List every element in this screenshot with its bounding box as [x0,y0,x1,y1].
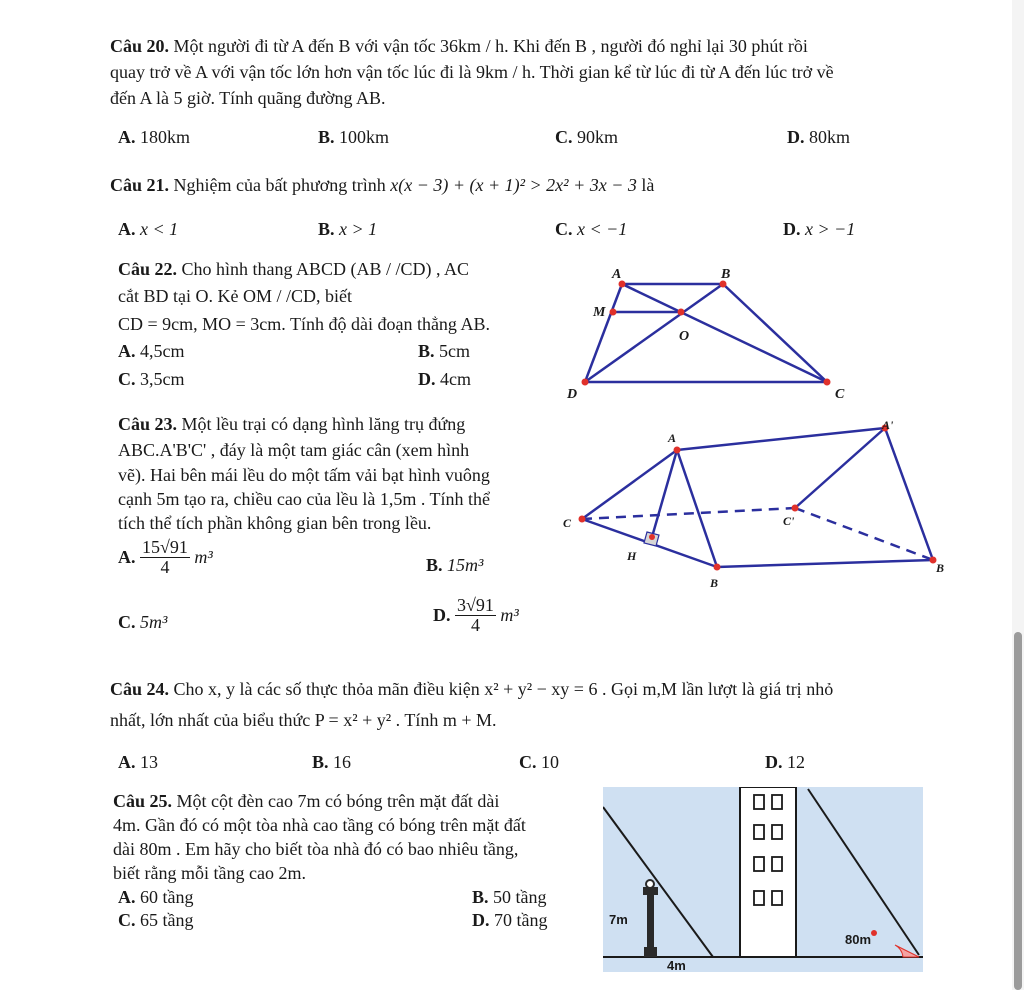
q22-option-a[interactable]: A. 4,5cm [118,341,185,361]
q21-option-d[interactable]: D. x > −1 [783,219,856,239]
q23-option-c[interactable]: C. 5m³ [118,612,168,632]
q21-inequality: x(x − 3) + (x + 1)² > 2x² + 3x − 3 [390,175,637,195]
q22-line2: cắt BD tại O. Kẻ OM / /CD, biết [118,286,352,306]
q24-line1: Câu 24. Cho x, y là các số thực thỏa mãn điều kiện x² + y² − xy = 6 . Gọi m,M lần lượt là giá trị nhỏ [110,679,834,699]
q22-trapezoid-figure [555,260,875,405]
edge-ab [677,450,717,567]
label-a: A [612,267,622,282]
q24-option-a[interactable]: A. 13 [118,752,158,772]
label-b2: B [936,561,945,575]
point-b [714,564,721,571]
q21-line: Câu 21. Nghiệm của bất phương trình x(x − 3) + (x + 1)² > 2x² + 3x − 3 là [110,175,655,195]
q23-label: Câu 23. [118,414,178,434]
label-a2: A' [882,418,894,432]
label-d: D [567,387,578,402]
q23-line3: vẽ). Hai bên mái lều do một tấm vải bạt hình vuông [118,465,490,485]
q23-option-d[interactable]: D. $\frac{3√91}{4}$ m³ [433,595,519,635]
q21-option-b[interactable]: B. x > 1 [318,219,378,239]
q23-line2: ABC.A'B'C' , đáy là một tam giác cân (xem hình [118,440,470,460]
point-h [649,534,655,540]
label-b: B [710,576,719,590]
q24-label: Câu 24. [110,679,170,699]
q23-line5: tích thể tích phần không gian bên trong lều. [118,513,432,533]
q24-line2: nhất, lớn nhất của biểu thức P = x² + y² . Tính m + M. [110,710,497,730]
scrollbar-track[interactable] [1012,0,1024,990]
q22-option-b[interactable]: B. 5cm [418,341,471,361]
q23-line4: cạnh 5m tạo ra, chiều cao của lều là 1,5m . Tính thể [118,489,491,509]
q24-option-c[interactable]: C. 10 [519,752,559,772]
point-c [579,516,586,523]
q25-line4: biết rằng mỗi tầng cao 2m. [113,863,306,883]
point-o [678,309,685,316]
q20-line1 [110,36,808,57]
q23-tent-figure [555,415,955,595]
q25-option-d[interactable]: D. 70 tầng [472,910,548,930]
point-c2 [792,505,799,512]
label-c: C [835,387,845,402]
edge-aa2 [677,428,885,450]
q25-line2: 4m. Gần đó có một tòa nhà cao tầng có bóng trên mặt đất [113,815,526,835]
edge-cc2-hidden [582,508,795,519]
q22-line3: CD = 9cm, MO = 3cm. Tính độ dài đoạn thẳng AB. [118,314,490,334]
label-pole-shadow: 4m [667,958,686,972]
edge-c2b2-hidden [795,508,933,560]
q23-option-a[interactable]: A. $\frac{15√91}{4}$ m³ [118,537,213,577]
label-pole-height: 7m [609,912,628,927]
edge-bb2 [717,560,933,567]
label-o: O [679,329,690,344]
q25-label: Câu 25. [113,791,173,811]
q25-shadow-figure [603,787,923,972]
q20-option-c[interactable]: C. 90km [555,127,619,147]
edge-ac [582,450,677,519]
q23-option-b[interactable]: B. 15m³ [426,555,484,575]
q20-option-a[interactable]: A. 180km [118,127,191,147]
edge-a2c2 [795,428,885,508]
q25-line1: Câu 25. Một cột đèn cao 7m có bóng trên mặt đất dài [113,791,500,811]
label-c2: C' [783,514,795,528]
building-icon [740,787,796,957]
q20-label: Câu 20. [110,36,170,56]
height-ah [652,450,677,537]
q22-line1: Câu 22. Cho hình thang ABCD (AB / /CD) , AC [118,259,470,279]
edge-ad [585,284,622,382]
label-h: H [627,549,637,563]
point-a [674,447,681,454]
q20-line2: quay trở về A với vận tốc lớn hơn vận tốc lúc đi là 9km / h. Thời gian kể từ lúc đi từ A đến lúc trở về [110,62,834,82]
label-a: A [668,431,677,445]
edge-a2b2 [885,428,933,560]
label-m: M [593,305,606,320]
q25-option-b[interactable]: B. 50 tầng [472,887,547,907]
q24-option-d[interactable]: D. 12 [765,752,805,772]
q20-text1: Một người đi từ A đến B với vận tốc 36km / h. Khi đến B , người đó nghỉ lại 30 phút rồi [169,36,808,56]
label-c: C [563,516,572,530]
q21-label: Câu 21. [110,175,170,195]
q20-option-b[interactable]: B. 100km [318,127,390,147]
label-building-shadow: 80m [845,932,872,947]
angle-point [871,930,877,936]
q22-label: Câu 22. [118,259,178,279]
point-c [824,379,831,386]
q25-option-a[interactable]: A. 60 tầng [118,887,194,907]
q25-line3: dài 80m . Em hãy cho biết tòa nhà đó có bao nhiêu tầng, [113,839,519,859]
label-b: B [721,267,731,282]
q25-option-c[interactable]: C. 65 tầng [118,910,194,930]
q20-option-d[interactable]: D. 80km [787,127,851,147]
q20-line3: đến A là 5 giờ. Tính quãng đường AB. [110,88,386,108]
q23-line1: Câu 23. Một lều trại có dạng hình lăng trụ đứng [118,414,466,434]
q21-option-a[interactable]: A. x < 1 [118,219,179,239]
point-d [582,379,589,386]
point-m [610,309,617,316]
q21-option-c[interactable]: C. x < −1 [555,219,628,239]
scrollbar-thumb[interactable] [1014,632,1022,990]
q24-option-b[interactable]: B. 16 [312,752,352,772]
q22-option-d[interactable]: D. 4cm [418,369,471,389]
edge-bc [723,284,827,382]
q22-option-c[interactable]: C. 3,5cm [118,369,185,389]
